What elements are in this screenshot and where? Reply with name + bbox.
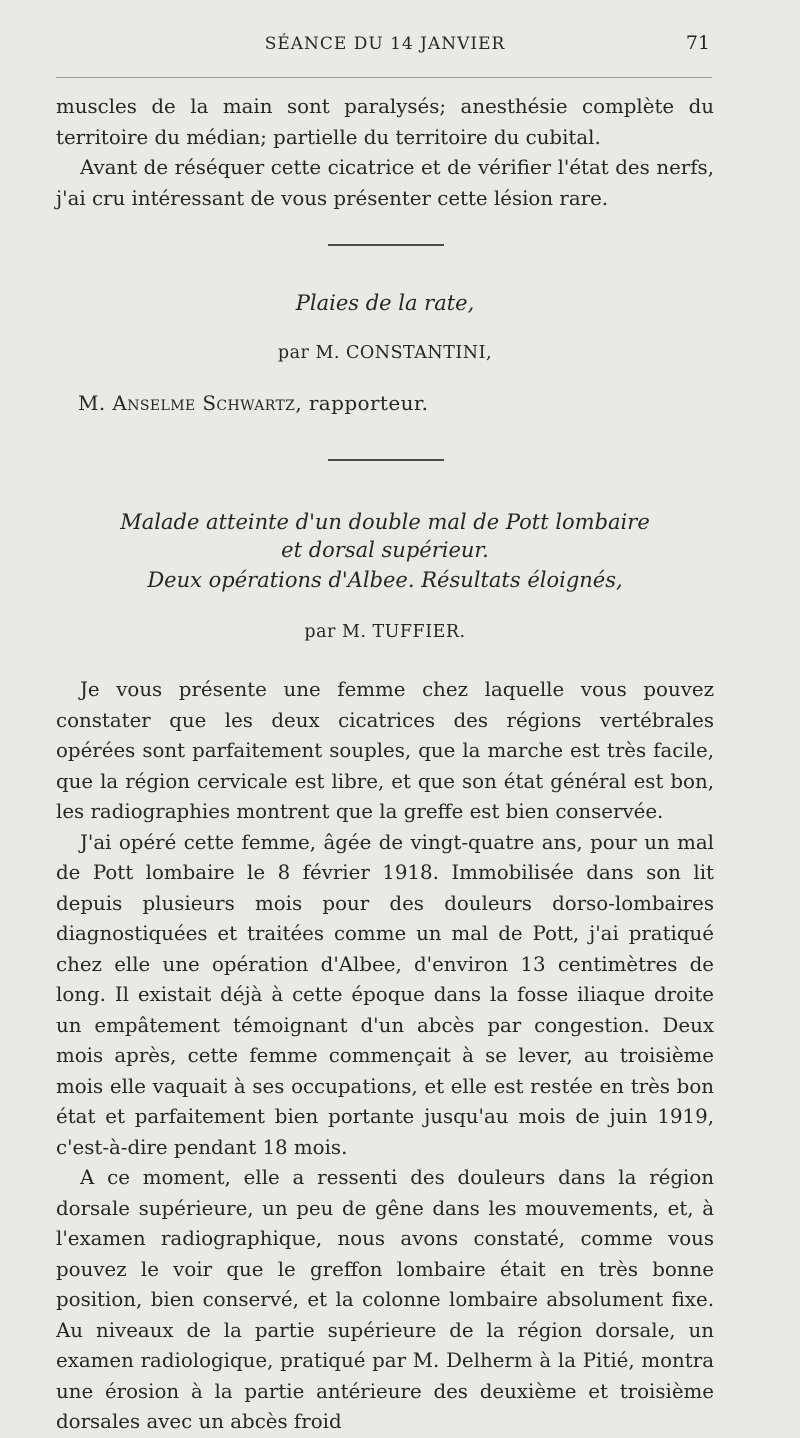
article-2-body <box>56 675 714 1438</box>
page-number: 71 <box>685 32 710 54</box>
article-2-paragraph-1: Je vous présente une femme chez laquelle vous pouvez constater que les deux cicatrices des régions vertébrales opérées sont parfaitement souples, que la marche est très facile, que la région cervicale est libre, et que son état général est bon, les radiographies montrent que la greffe est bien conservée. <box>56 678 714 823</box>
section-divider-2 <box>328 459 444 461</box>
intro-paragraph-1: muscles de la main sont paralysés; anesthésie complète du territoire du médian; partielle du territoire du cubital. <box>56 95 714 149</box>
article-2-title-line-2: et dorsal supérieur. <box>281 538 489 562</box>
intro-text <box>56 92 714 214</box>
article-2-byline: par M. TUFFIER. <box>304 622 466 642</box>
article-2-title-line-1: Malade atteinte d'un double mal de Pott lombaire <box>120 510 650 534</box>
article-2-title-line-3: Deux opérations d'Albee. Résultats éloignés, <box>147 568 623 592</box>
article-2-paragraph-3: A ce moment, elle a ressenti des douleurs dans la région dorsale supérieure, un peu de gêne dans les mouvements, et, à l'examen radiographique, nous avons constaté, comme vous pouvez le voir que le greffon lombaire était en très bonne position, bien conservé, et la colonne lombaire absolument fixe. Au niveaux de la partie supérieure de la région dorsale, un examen radiologique, pratiqué par M. Delherm à la Pitié, montra une érosion à la partie antérieure des deuxième et troisième dorsales avec un abcès froid <box>56 1166 714 1433</box>
intro-paragraph-2: Avant de réséquer cette cicatrice et de vérifier l'état des nerfs, j'ai cru intéressant de vous présenter cette lésion rare. <box>56 156 714 210</box>
running-head <box>56 34 714 62</box>
reporter-prefix: M. <box>78 391 106 415</box>
article-1-reporter <box>78 391 428 415</box>
article-1-title: Plaies de la rate, <box>295 291 475 315</box>
section-divider-1 <box>328 244 444 246</box>
article-1-byline: par M. CONSTANTINI, <box>277 343 493 363</box>
running-title: SÉANCE DU 14 JANVIER <box>264 34 506 54</box>
reporter-suffix: , rapporteur. <box>295 391 429 415</box>
header-rule <box>56 77 712 78</box>
article-2-paragraph-2: J'ai opéré cette femme, âgée de vingt-quatre ans, pour un mal de Pott lombaire le 8 février 1918. Immobilisée dans son lit depuis plusieurs mois pour des douleurs dorso-lombaires diagnostiquées et traitées comme un mal de Pott, j'ai pratiqué chez elle une opération d'Albee, d'environ 13 centimètres de long. Il existait déjà à cette époque dans la fosse iliaque droite un empâtement témoignant d'un abcès par congestion. Deux mois après, cette femme commençait à se lever, au troisième mois elle vaquait à ses occupations, et elle est restée en très bon état et parfaitement bien portante jusqu'au mois de juin 1919, c'est-à-dire pendant 18 mois. <box>56 830 714 1159</box>
reporter-name: Anselme Schwartz <box>112 391 296 415</box>
